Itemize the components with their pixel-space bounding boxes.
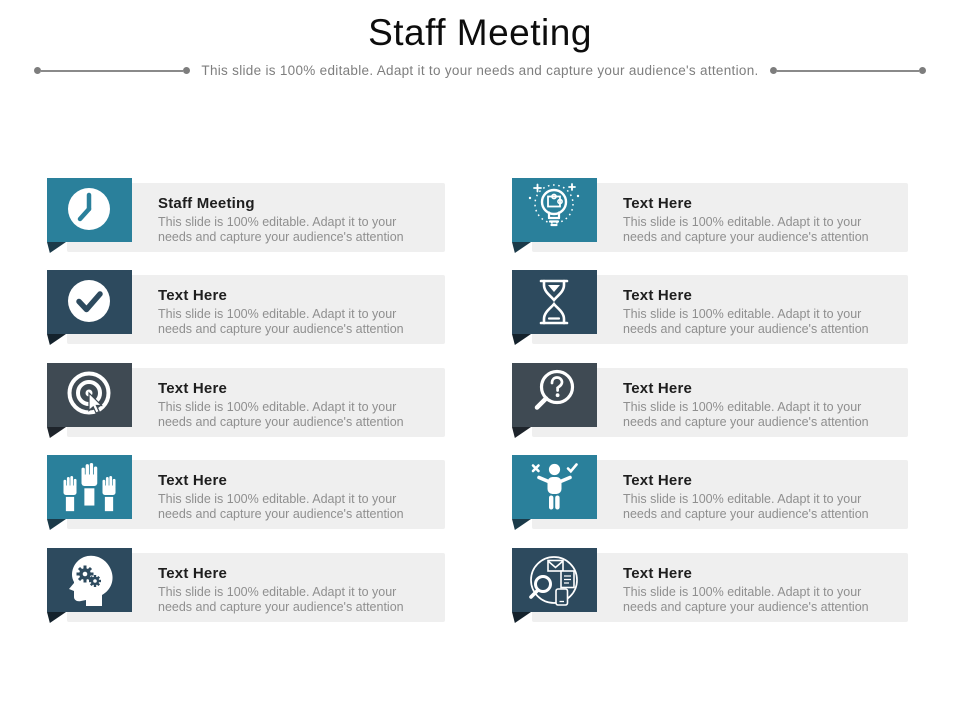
icon-box bbox=[47, 455, 132, 519]
icon-box bbox=[512, 548, 597, 612]
page-title: Staff Meeting bbox=[368, 12, 592, 53]
deco-line bbox=[777, 70, 919, 72]
card-title: Staff Meeting bbox=[158, 195, 255, 212]
card bbox=[512, 548, 912, 629]
card-title: Text Here bbox=[158, 287, 228, 304]
card-title: Text Here bbox=[158, 472, 228, 489]
card bbox=[512, 270, 912, 351]
card-desc: This slide is 100% editable. Adapt it to your needs and capture your audience's attention bbox=[623, 492, 869, 521]
speech-tail bbox=[47, 612, 66, 623]
card-desc: This slide is 100% editable. Adapt it to your needs and capture your audience's attention bbox=[158, 585, 404, 614]
target-arrow-icon bbox=[47, 363, 132, 427]
icon-box bbox=[512, 270, 597, 334]
subtitle-text: This slide is 100% editable. Adapt it to your needs and capture your audience's attention. bbox=[201, 63, 759, 78]
card-desc: This slide is 100% editable. Adapt it to your needs and capture your audience's attention bbox=[623, 215, 869, 244]
speech-tail bbox=[47, 242, 66, 253]
subtitle-row bbox=[0, 63, 960, 78]
search-documents-icon bbox=[512, 548, 597, 612]
card-desc: This slide is 100% editable. Adapt it to your needs and capture your audience's attention bbox=[158, 307, 404, 336]
card-desc: This slide is 100% editable. Adapt it to your needs and capture your audience's attention bbox=[158, 215, 404, 244]
icon-box bbox=[512, 178, 597, 242]
speech-tail bbox=[512, 334, 531, 345]
deco-dot bbox=[919, 67, 926, 74]
card-desc: This slide is 100% editable. Adapt it to your needs and capture your audience's attention bbox=[623, 307, 869, 336]
check-icon bbox=[47, 270, 132, 334]
card bbox=[512, 363, 912, 444]
person-choice-icon bbox=[512, 455, 597, 519]
card bbox=[47, 455, 447, 536]
icon-box bbox=[47, 548, 132, 612]
card bbox=[47, 363, 447, 444]
card-desc: This slide is 100% editable. Adapt it to your needs and capture your audience's attention bbox=[623, 400, 869, 429]
deco-line-right bbox=[770, 67, 926, 74]
card-title: Text Here bbox=[623, 195, 693, 212]
head-gears-icon bbox=[47, 548, 132, 612]
card bbox=[47, 178, 447, 259]
speech-tail bbox=[512, 242, 531, 253]
card bbox=[47, 270, 447, 351]
deco-line bbox=[41, 70, 183, 72]
card-title: Text Here bbox=[158, 565, 228, 582]
hourglass-icon bbox=[512, 270, 597, 334]
speech-tail bbox=[512, 427, 531, 438]
card-title: Text Here bbox=[623, 380, 693, 397]
card-title: Text Here bbox=[623, 565, 693, 582]
deco-dot bbox=[183, 67, 190, 74]
search-question-icon bbox=[512, 363, 597, 427]
card bbox=[512, 178, 912, 259]
speech-tail bbox=[47, 427, 66, 438]
speech-tail bbox=[47, 519, 66, 530]
speech-tail bbox=[512, 519, 531, 530]
icon-box bbox=[47, 178, 132, 242]
icon-box bbox=[47, 363, 132, 427]
card-desc: This slide is 100% editable. Adapt it to your needs and capture your audience's attention bbox=[623, 585, 869, 614]
raised-hands-icon bbox=[47, 455, 132, 519]
card-desc: This slide is 100% editable. Adapt it to your needs and capture your audience's attention bbox=[158, 492, 404, 521]
icon-box bbox=[47, 270, 132, 334]
clock-icon bbox=[47, 178, 132, 242]
icon-box bbox=[512, 363, 597, 427]
card-title: Text Here bbox=[623, 472, 693, 489]
speech-tail bbox=[47, 334, 66, 345]
idea-bulb-puzzle-icon bbox=[512, 178, 597, 242]
speech-tail bbox=[512, 612, 531, 623]
deco-line-left bbox=[34, 67, 190, 74]
card bbox=[47, 548, 447, 629]
card-desc: This slide is 100% editable. Adapt it to your needs and capture your audience's attention bbox=[158, 400, 404, 429]
card bbox=[512, 455, 912, 536]
icon-box bbox=[512, 455, 597, 519]
card-title: Text Here bbox=[623, 287, 693, 304]
deco-dot bbox=[770, 67, 777, 74]
deco-dot bbox=[34, 67, 41, 74]
card-title: Text Here bbox=[158, 380, 228, 397]
